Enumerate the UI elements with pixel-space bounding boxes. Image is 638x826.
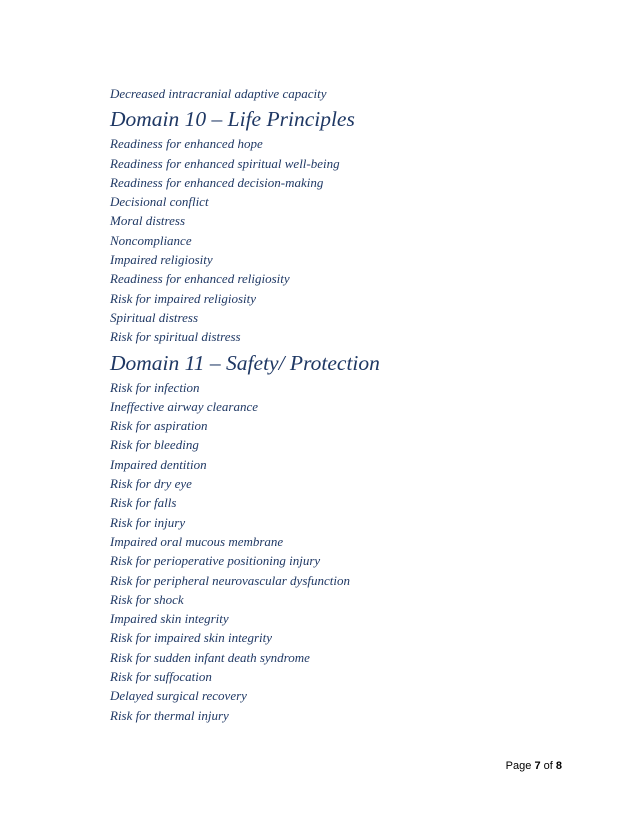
list-item: Risk for perioperative positioning injury (110, 553, 321, 569)
page-number-footer (506, 760, 562, 772)
list-item: Impaired oral mucous membrane (110, 533, 284, 549)
list-item-top: Decreased intracranial adaptive capacity (110, 86, 327, 101)
footer-of-word: of (543, 760, 553, 772)
list-item: Risk for suffocation (110, 669, 212, 685)
list-item: Impaired dentition (110, 456, 207, 472)
list-item: Risk for thermal injury (110, 707, 229, 723)
list-item: Noncompliance (110, 232, 192, 248)
list-item: Impaired skin integrity (110, 611, 229, 627)
list-item: Risk for injury (110, 514, 186, 530)
list-item: Ineffective airway clearance (110, 398, 258, 414)
list-item: Risk for falls (110, 495, 177, 511)
footer-page-word: Page (505, 760, 532, 772)
list-item: Risk for aspiration (110, 418, 208, 434)
list-item: Readiness for enhanced spiritual well-being (110, 155, 340, 171)
domain-11-list (110, 378, 590, 725)
list-item: Readiness for enhanced hope (110, 136, 263, 152)
list-item: Moral distress (110, 213, 185, 229)
domain-10-list (110, 134, 590, 346)
list-item: Risk for sudden infant death syndrome (110, 649, 310, 665)
list-item: Risk for spiritual distress (110, 329, 241, 345)
list-item: Risk for shock (110, 591, 184, 607)
list-item: Risk for bleeding (110, 437, 199, 453)
domain-11-heading: Domain 11 – Safety/ Protection (110, 350, 380, 375)
list-item: Risk for impaired religiosity (110, 290, 256, 306)
list-item: Risk for infection (110, 379, 200, 395)
list-item: Delayed surgical recovery (110, 688, 247, 704)
footer-current-page: 7 (534, 760, 541, 772)
page-content (110, 84, 590, 725)
list-item: Readiness for enhanced decision-making (110, 174, 324, 190)
domain-10-heading: Domain 10 – Life Principles (110, 107, 355, 132)
list-item: Risk for peripheral neurovascular dysfunction (110, 572, 350, 588)
list-item: Readiness for enhanced religiosity (110, 271, 290, 287)
list-item: Spiritual distress (110, 309, 199, 325)
footer-total-pages: 8 (555, 760, 562, 772)
list-item: Decisional conflict (110, 194, 209, 210)
list-item: Risk for dry eye (110, 476, 192, 492)
list-item: Impaired religiosity (110, 252, 213, 268)
list-item: Risk for impaired skin integrity (110, 630, 272, 646)
